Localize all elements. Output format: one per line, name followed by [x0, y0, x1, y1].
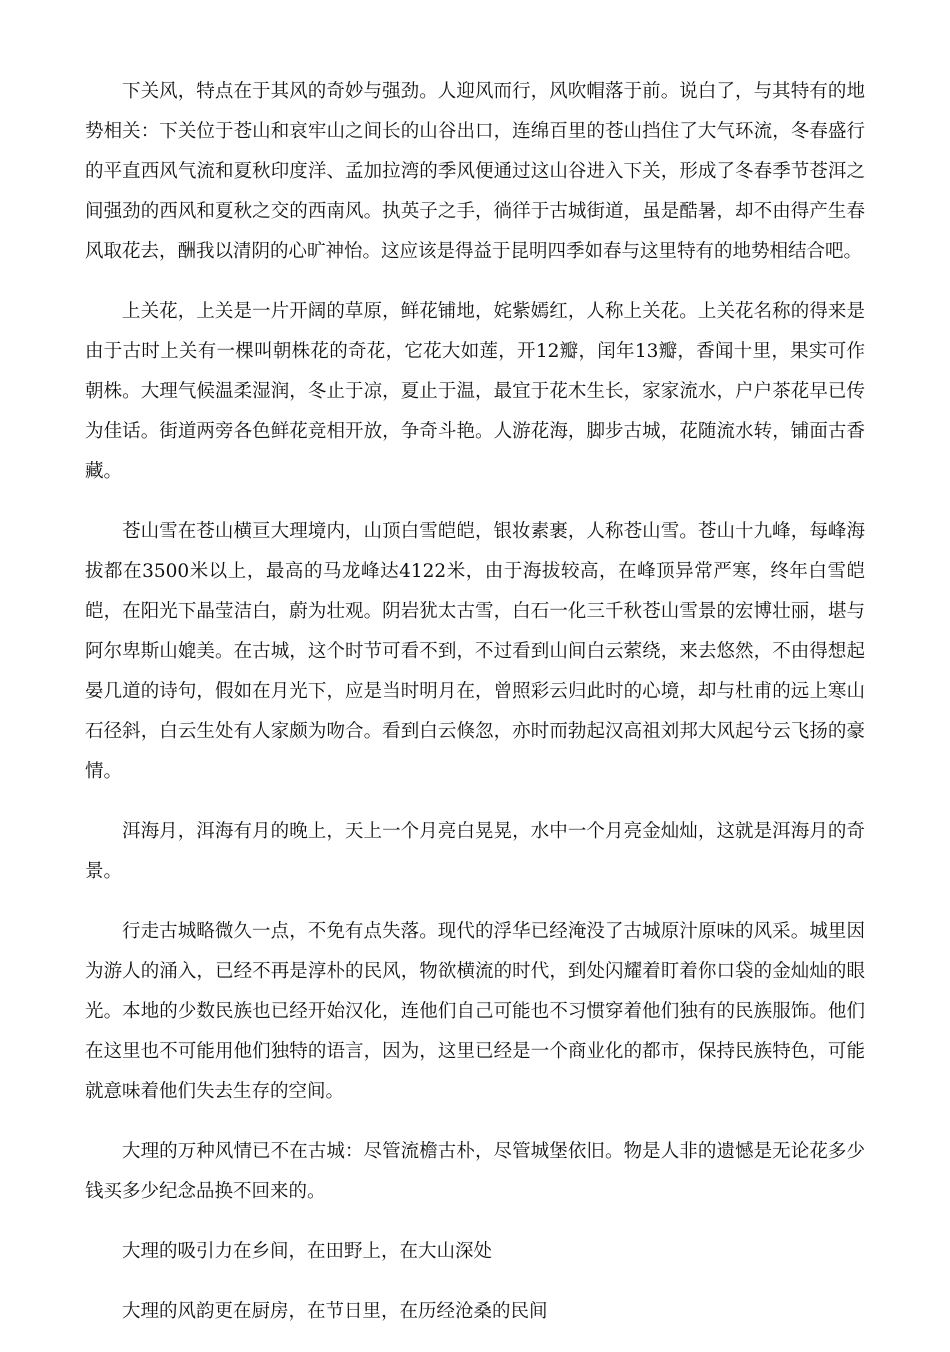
paragraph-cangshan-snow: 苍山雪在苍山横亘大理境内，山顶白雪皑皑，银妆素裹，人称苍山雪。苍山十九峰，每峰海拔都在3500米以上，最高的马龙峰达4122米，由于海拔较高，在峰顶异常严寒，终年白雪皑皑，在阳光下晶莹洁白，蔚为壮观。阴岩犹太古雪，白石一化三千秋苍山雪景的宏博壮丽，堪与阿尔卑斯山媲美。在古城，这个时节可看不到，不过看到山间白云萦绕，来去悠然，不由得想起晏几道的诗句，假如在月光下，应是当时明月在，曾照彩云归此时的心境，却与杜甫的远上寒山石径斜，白云生处有人家颇为吻合。看到白云倏忽，亦时而勃起汉高祖刘邦大风起兮云飞扬的豪情。: [85, 521, 865, 782]
paragraph-old-town-loss: 行走古城略微久一点，不免有点失落。现代的浮华已经淹没了古城原汁原味的风采。城里因为游人的涌入，已经不再是淳朴的民风，物欲横流的时代，到处闪耀着盯着你口袋的金灿灿的眼光。本地的少数民族也已经开始汉化，连他们自己可能也不习惯穿着他们独有的民族服饰。他们在这里也不可能用他们独特的语言，因为，这里已经是一个商业化的都市，保持民族特色，可能就意味着他们失去生存的空间。: [85, 921, 865, 1102]
paragraph-appeal-countryside: 大理的吸引力在乡间，在田野上，在大山深处: [122, 1241, 493, 1262]
paragraph-shangguan-flower: 上关花，上关是一片开阔的草原，鲜花铺地，姹紫嫣红，人称上关花。上关花名称的得来是由于古时上关有一棵叫朝株花的奇花，它花大如莲，开12瓣，闰年13瓣，香闻十里，果实可作朝株。大理气候温柔湿润，冬止于凉，夏止于温，最宜于花木生长，家家流水，户户茶花早已传为佳话。街道两旁各色鲜花竞相开放，争奇斗艳。人游花海，脚步古城，花随流水转，铺面古香藏。: [85, 301, 865, 482]
paragraph-erhai-moon: 洱海月，洱海有月的晚上，天上一个月亮白晃晃，水中一个月亮金灿灿，这就是洱海月的奇景。: [85, 821, 865, 882]
document-body: [85, 72, 865, 1352]
paragraph-charm-kitchen: 大理的风韵更在厨房，在节日里，在历经沧桑的民间: [122, 1301, 548, 1322]
paragraph-charm-not-in-town: 大理的万种风情已不在古城：尽管流檐古朴，尽管城堡依旧。物是人非的遗憾是无论花多少钱买多少纪念品换不回来的。: [85, 1141, 865, 1202]
paragraph-xiaguan-wind: 下关风，特点在于其风的奇妙与强劲。人迎风而行，风吹帽落于前。说白了，与其特有的地势相关：下关位于苍山和哀牢山之间长的山谷出口，连绵百里的苍山挡住了大气环流，冬春盛行的平直西风气流和夏秋印度洋、孟加拉湾的季风便通过这山谷进入下关，形成了冬春季节苍洱之间强劲的西风和夏秋之交的西南风。执英子之手，徜徉于古城街道，虽是酷暑，却不由得产生春风取花去，酬我以清阴的心旷神怡。这应该是得益于昆明四季如春与这里特有的地势相结合吧。: [85, 81, 865, 262]
